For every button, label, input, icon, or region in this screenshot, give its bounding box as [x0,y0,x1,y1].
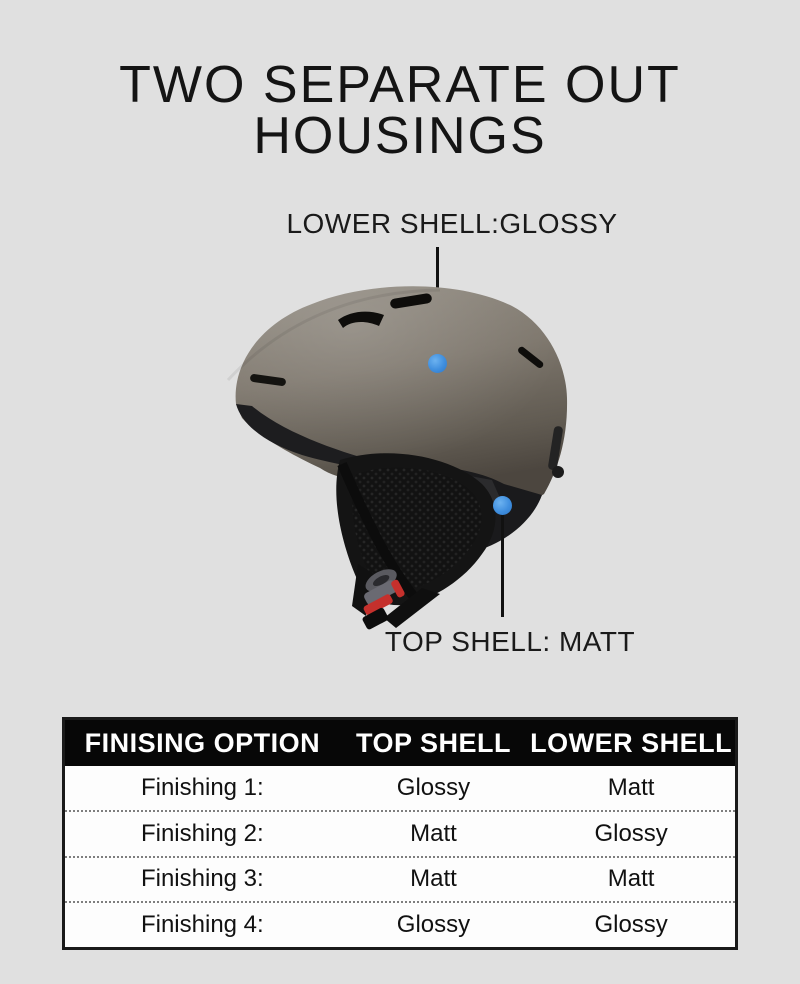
row-lower-shell-value: Glossy [594,911,668,939]
row-top-shell-value: Matt [410,865,457,893]
finishing-options-table [62,717,738,950]
row-option-label: Finishing 4: [140,911,264,939]
table-header-lower-shell: LOWER SHELL [530,727,733,758]
top-shell-callout-label: TOP SHELL: MATT [384,626,636,657]
table-header-finishing-option: FINISING OPTION [84,727,321,758]
top-shell-callout-line [501,511,504,617]
row-lower-shell-value: Matt [607,865,655,893]
row-option-label: Finishing 1: [140,773,264,801]
page-title-line2: HOUSINGS [253,107,547,165]
row-top-shell-value: Matt [410,819,457,847]
table-row [65,856,735,902]
helmet-photo [170,268,650,640]
page-title [0,56,800,165]
page-title-line1: TWO SEPARATE OUT [119,56,681,114]
helmet-illustration [170,268,650,640]
row-option-label: Finishing 3: [140,865,264,893]
row-lower-shell-value: Matt [607,773,655,801]
table-header-row [65,720,735,766]
row-top-shell-value: Glossy [396,773,471,801]
lower-shell-marker-dot [428,354,447,373]
row-option-label: Finishing 2: [140,819,264,847]
table-row [65,901,735,947]
top-shell-marker-dot [493,496,512,515]
row-lower-shell-value: Glossy [594,819,668,847]
table-header-top-shell: TOP SHELL [355,727,511,758]
table-row [65,810,735,856]
table-row [65,766,735,810]
row-top-shell-value: Glossy [396,911,471,939]
lower-shell-callout-label: LOWER SHELL:GLOSSY [286,208,618,239]
